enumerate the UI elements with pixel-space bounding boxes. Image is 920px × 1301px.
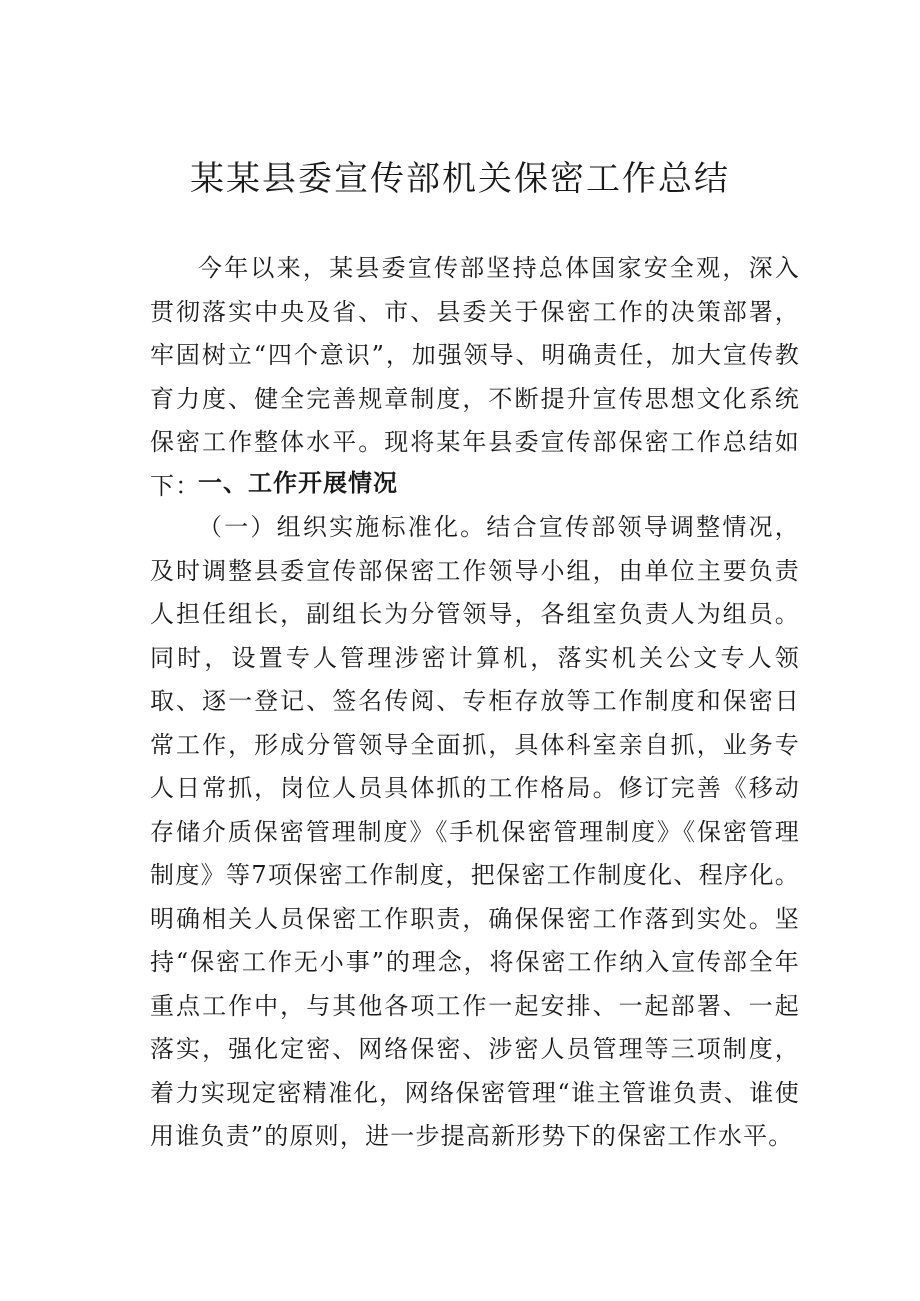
intro-paragraph: 今年以来，某县委宣传部坚持总体国家安全观，深入贯彻落实中央及省、市、县委关于保密工作的决策部署，牢固树立“四个意识”，加强领导、明确责任，加大宣传教育力度、健全完善规章制度，不断提升宣传思想文化系统保密工作整体水平。现将某年县委宣传部保密工作总结如下： <box>150 254 800 500</box>
document-title: 某某县委宣传部机关保密工作总结 <box>190 159 730 199</box>
body-paragraph: （一）组织实施标准化。结合宣传部领导调整情况，及时调整县委宣传部保密工作领导小组，由单位主要负责人担任组长，副组长为分管领导，各组室负责人为组员。同时，设置专人管理涉密计算机，落实机关公文专人领取、逐一登记、签名传阅、专柜存放等工作制度和保密日常工作，形成分管领导全面抓，具体科室亲自抓，业务专人日常抓，岗位人员具体抓的工作格局。修订完善《移动存储介质保密管理制度》《手机保密管理制度》《保密管理制度》等7项保密工作制度，把保密工作制度化、程序化。明确相关人员保密工作职责，确保保密工作落到实处。坚持“保密工作无小事”的理念，将保密工作纳入宣传部全年重点工作中，与其他各项工作一起安排、一起部署、一起落实，强化定密、网络保密、涉密人员管理等三项制度，着力实现定密精准化，网络保密管理“谁主管谁负责、谁使用谁负责”的原则，进一步提高新形势下的保密工作水平。 <box>150 513 800 1150</box>
section-heading: 一、工作开展情况 <box>198 469 398 497</box>
